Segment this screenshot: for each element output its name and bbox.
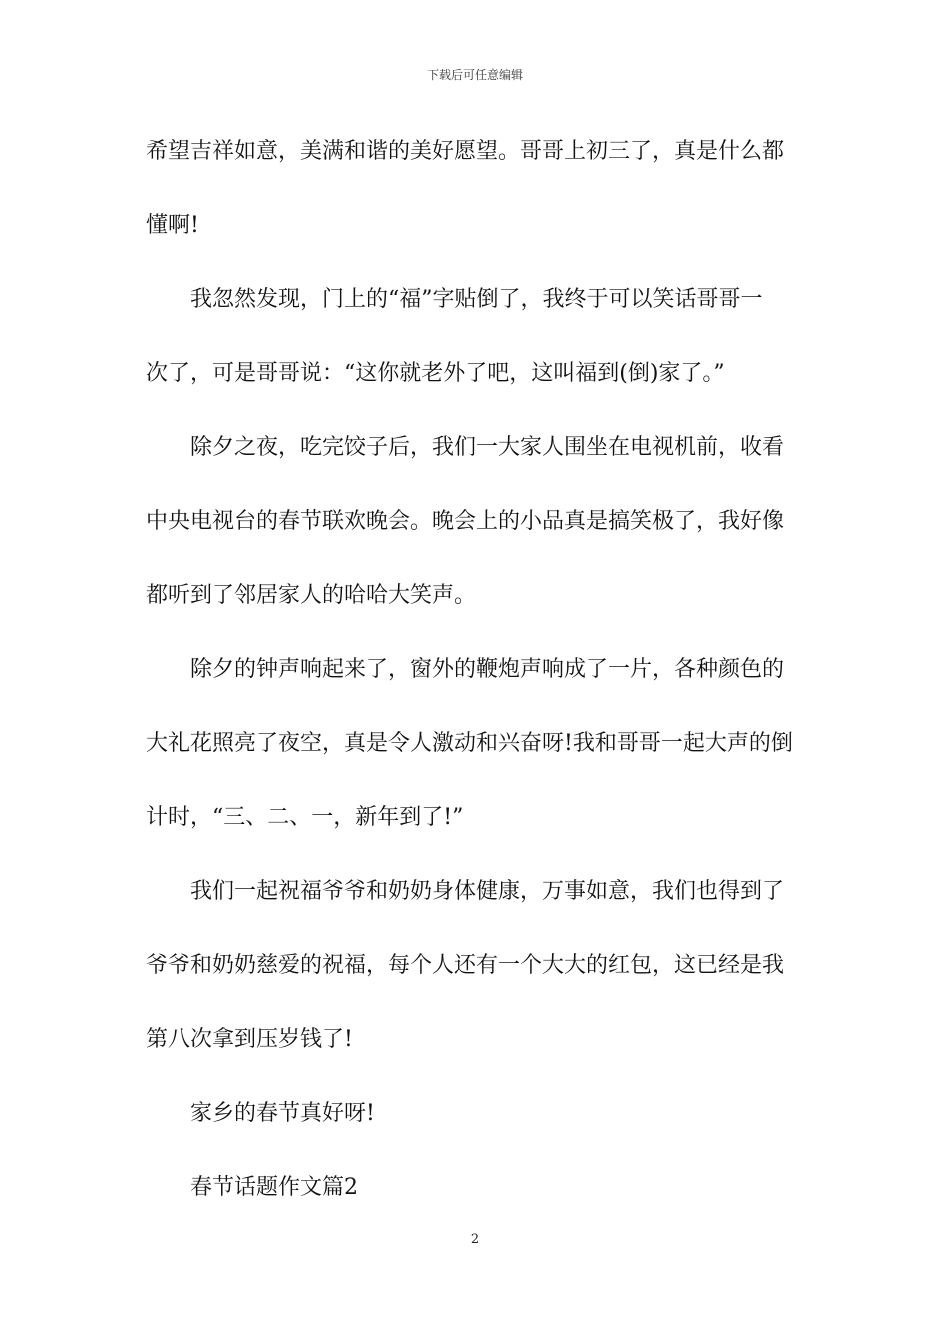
paragraph-start-line: 我们一起祝福爷爷和奶奶身体健康，万事如意，我们也得到了 [190, 879, 785, 904]
paragraph-start-line: 家乡的春节真好呀! [190, 1101, 375, 1126]
text-line: 都听到了邻居家人的哈哈大笑声。 [146, 583, 477, 608]
text-line: 第八次拿到压岁钱了! [146, 1027, 353, 1052]
paragraph-start-line: 除夕之夜，吃完饺子后，我们一大家人围坐在电视机前，收看 [190, 435, 785, 460]
text-line: 大礼花照亮了夜空，真是令人激动和兴奋呀!我和哥哥一起大声的倒 [146, 731, 793, 756]
paragraph-start-line: 我忽然发现，门上的“福”字贴倒了，我终于可以笑话哥哥一 [190, 287, 763, 312]
text-line: 计时，“三、二、一，新年到了!” [146, 805, 464, 830]
text-line: 爷爷和奶奶慈爱的祝福，每个人还有一个大大的红包，这已经是我 [146, 953, 785, 978]
text-line: 懂啊! [146, 213, 199, 238]
text-line: 希望吉祥如意，美满和谐的美好愿望。哥哥上初三了，真是什么都 [146, 139, 785, 164]
page-number: 2 [470, 1232, 480, 1247]
page-header: 下载后可任意编辑 [426, 68, 523, 82]
paragraph-start-line: 除夕的钟声响起来了，窗外的鞭炮声响成了一片，各种颜色的 [190, 657, 785, 682]
section-heading: 春节话题作文篇2 [190, 1175, 358, 1200]
text-line: 中央电视台的春节联欢晚会。晚会上的小品真是搞笑极了，我好像 [146, 509, 785, 534]
text-line: 次了，可是哥哥说：“这你就老外了吧，这叫福到(倒)家了。” [146, 361, 725, 386]
document-body [146, 126, 810, 1236]
